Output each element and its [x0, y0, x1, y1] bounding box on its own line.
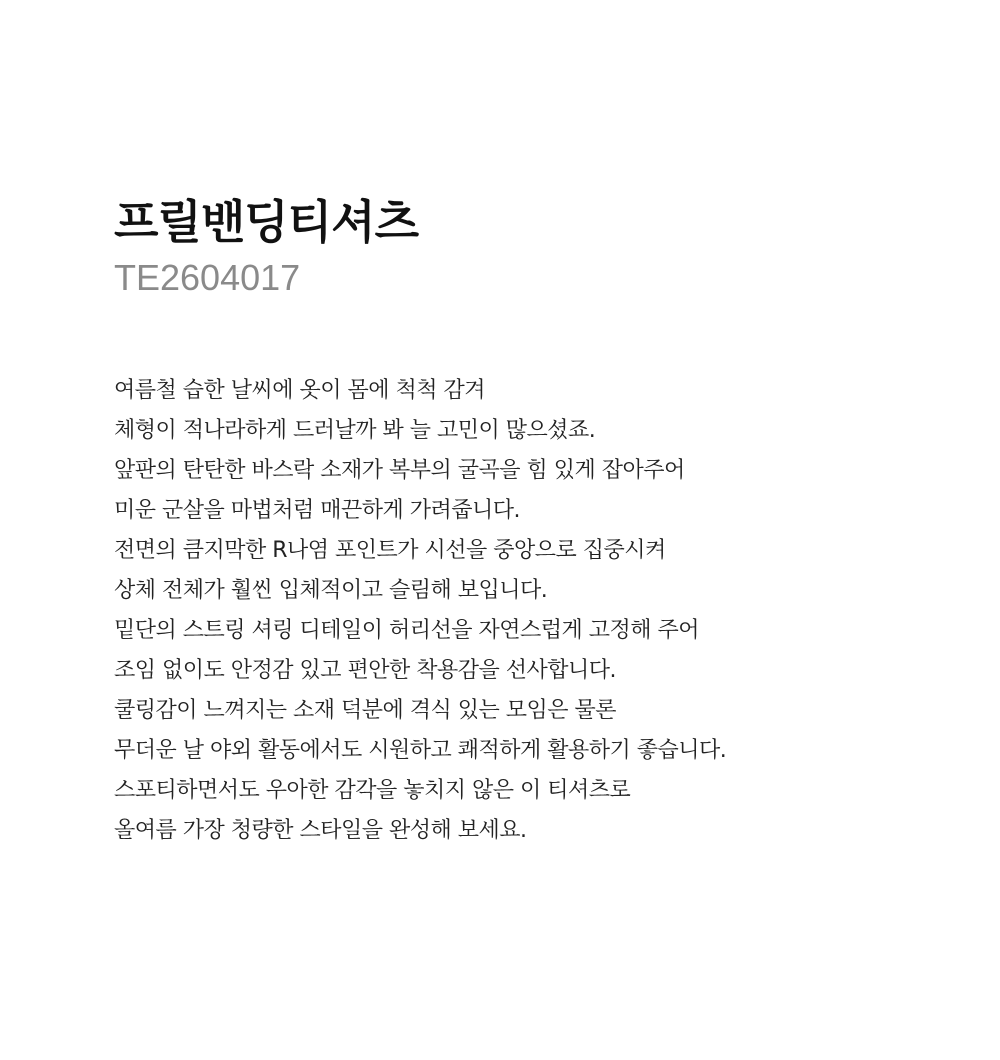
description-line: 여름철 습한 날씨에 옷이 몸에 척척 감겨 — [114, 378, 485, 403]
description-line: 미운 군살을 마법처럼 매끈하게 가려줍니다. — [114, 498, 521, 523]
description-line: 상체 전체가 훨씬 입체적이고 슬림해 보입니다. — [114, 578, 548, 603]
description-line: 앞판의 탄탄한 바스락 소재가 복부의 굴곡을 힘 있게 잡아주어 — [114, 458, 685, 483]
description-line: 체형이 적나라하게 드러날까 봐 늘 고민이 많으셨죠. — [114, 418, 596, 443]
description-line: 무더운 날 야외 활동에서도 시원하고 쾌적하게 활용하기 좋습니다. — [114, 738, 727, 763]
description-line: 올여름 가장 청량한 스타일을 완성해 보세요. — [114, 818, 527, 843]
description-line: 스포티하면서도 우아한 감각을 놓치지 않은 이 티셔츠로 — [114, 778, 631, 803]
description-line: 조임 없이도 안정감 있고 편안한 착용감을 선사합니다. — [114, 658, 616, 683]
product-header — [114, 186, 974, 298]
description-line: 밑단의 스트링 셔링 디테일이 허리선을 자연스럽게 고정해 주어 — [114, 618, 700, 643]
description-line: 쿨링감이 느껴지는 소재 덕분에 격식 있는 모임은 물론 — [114, 698, 616, 723]
product-title: 프릴밴딩티셔츠 — [114, 195, 419, 249]
description-line: 전면의 큼지막한 R나염 포인트가 시선을 중앙으로 집중시켜 — [114, 538, 666, 563]
product-description — [114, 371, 974, 851]
product-code: TE2604017 — [114, 257, 301, 298]
